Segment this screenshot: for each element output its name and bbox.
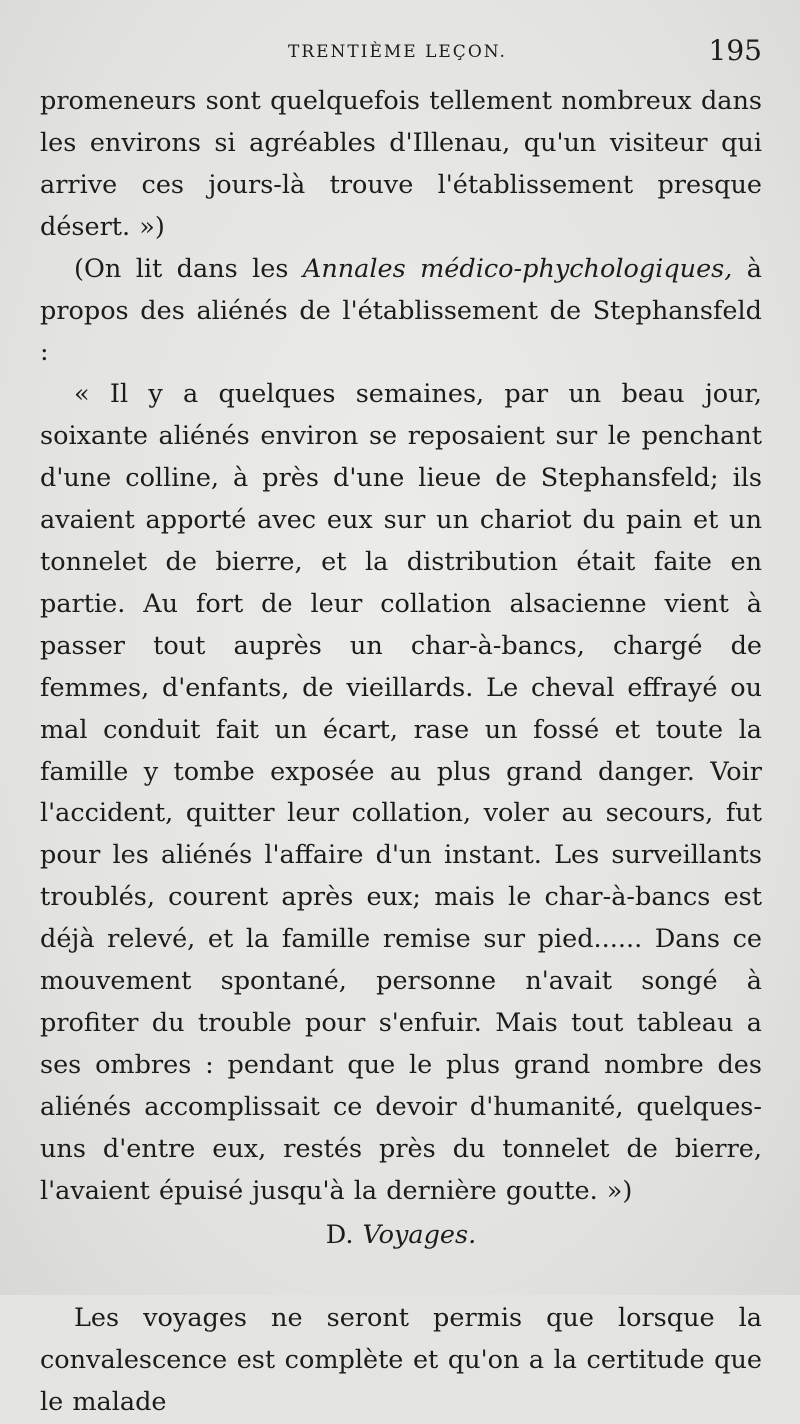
paragraph: Les voyages ne seront permis que lorsque la convalescence est complète et qu'on a la certitude que le malade — [40, 1303, 762, 1418]
page-number: 195 — [708, 34, 762, 67]
paragraph: promeneurs sont quelquefois tellement nombreux dans les environs si agréables d'Illenau, qu'un visiteur qui arrive ces jours-là trouve l'établissement presque désert. ») — [40, 86, 762, 242]
paragraph-text: à propos des aliénés de l'établissement de Stephansfeld : — [40, 253, 762, 368]
paragraph-text: (On lit dans les — [74, 253, 303, 284]
paragraph — [40, 249, 762, 375]
journal-title: Annales médico-phychologiques, — [302, 253, 733, 284]
body-text — [40, 81, 762, 1424]
running-title: TRENTIÈME LEÇON. — [288, 42, 507, 62]
section-letter: D. — [325, 1220, 363, 1251]
quote-paragraph: « Il y a quelques semaines, par un beau jour, soixante aliénés environ se reposaient sur le penchant d'une colline, à près d'une lieue de Stephansfeld; ils avaient apporté avec eux sur un chariot du pain et un tonnelet de bierre, et la distribution était faite en partie. Au fort de leur collation alsacienne vient à passer tout auprès un char-à-bancs, chargé de femmes, d'enfants, de vieillards. Le cheval effrayé ou mal conduit fait un écart, rase un fossé et toute la famille y tombe exposée au plus grand danger. Voir l'accident, quitter leur collation, voler au secours, fut pour les aliénés l'affaire d'un instant. Les surveillants troublés, courent après eux; mais le char-à-bancs est déjà relevé, et la famille remise sur pied...... Dans ce mouvement spontané, personne n'avait songé à profiter du trouble pour s'enfuir. Mais tout tableau a ses ombres : pendant que le plus grand nombre des aliénés accomplissait ce devoir d'humanité, quelques-uns d'entre eux, restés près du tonnelet de bierre, l'avaient épuisé jusqu'à la dernière goutte. ») — [40, 379, 762, 1206]
section-title: Voyages. — [362, 1220, 477, 1251]
section-heading — [40, 1215, 762, 1257]
running-head — [40, 34, 762, 74]
